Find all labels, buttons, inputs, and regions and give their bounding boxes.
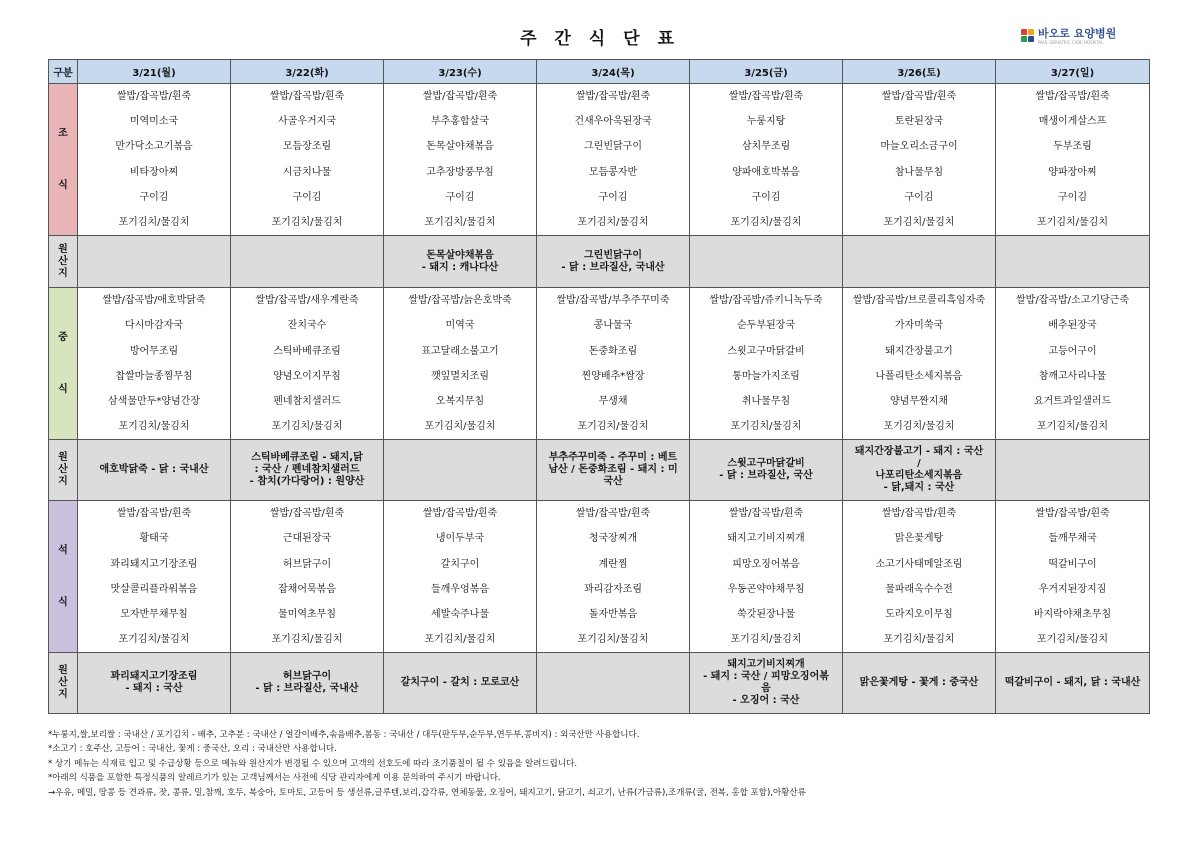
menu-item: 근대된장국 <box>282 533 332 545</box>
menu-item: 구이김 <box>1058 191 1087 203</box>
menu-item: 포기김치/물김치 <box>577 216 649 228</box>
page-title: 주 간 식 단 표 <box>520 29 680 49</box>
menu-item: 쌀밥/잡곡밥/흰죽 <box>728 508 804 520</box>
lunch-label: 중 식 <box>49 288 78 440</box>
menu-item: 포기김치/물김치 <box>883 216 955 228</box>
footnotes <box>48 728 1158 800</box>
menu-item: 모자반무채무침 <box>120 609 188 620</box>
weekly-menu-table <box>48 59 1150 714</box>
menu-item: 돼지고기비지찌개 <box>727 533 805 545</box>
menu-item: 돼지간장불고기 <box>885 345 953 357</box>
menu-item: 포기김치/물김치 <box>271 634 343 646</box>
menu-item: 포기김치/물김치 <box>271 216 343 228</box>
menu-item: 삼치무조림 <box>741 141 791 153</box>
origin-cell <box>78 236 231 288</box>
menu-item: 허브닭구이 <box>282 558 332 570</box>
menu-item: 돈중화조림 <box>588 345 638 357</box>
dinner-menu-cell <box>537 501 690 653</box>
dinner-row <box>49 501 1150 653</box>
breakfast-menu-cell <box>996 84 1150 236</box>
day-header: 3/24(목) <box>537 60 690 84</box>
menu-item: 포기김치/물김치 <box>424 216 496 228</box>
menu-item: 우거지된장지짐 <box>1038 583 1107 595</box>
menu-item: 부추홍합살국 <box>431 116 489 128</box>
menu-item: 구이김 <box>139 191 169 203</box>
menu-item: 양념무짠지채 <box>890 395 948 407</box>
origin-cell: 부추주꾸미죽 - 주꾸미 : 베트 남산 / 돈중화조림 - 돼지 : 미 국산 <box>537 440 690 501</box>
menu-item: 마늘오리소금구이 <box>880 141 958 153</box>
menu-item: 계란찜 <box>598 558 628 570</box>
menu-item: 꽈리돼지고기장조림 <box>110 558 198 570</box>
origin-cell: 돼지고기비지찌개 - 돼지 : 국산 / 피망오징어볶 음 - 오징어 : 국산 <box>690 653 843 714</box>
footnote-line: *소고기 : 호주산, 고등어 : 국내산, 꽃게 : 중국산, 오리 : 국내산만 사용합니다. <box>48 744 337 755</box>
menu-item: 포기김치/물김치 <box>118 634 190 646</box>
menu-item: 포기김치/물김치 <box>1037 634 1108 646</box>
origin-cell: 갈치구이 - 갈치 : 모로코산 <box>384 653 537 714</box>
menu-item: 갈치구이 <box>440 558 480 570</box>
menu-item: 쌀밥/잡곡밥/애호박닭죽 <box>102 295 206 307</box>
menu-item: 포기김치/물김치 <box>730 216 802 228</box>
logo-mark-icon <box>1021 29 1034 42</box>
menu-item: 다시마감자국 <box>125 320 183 332</box>
menu-item: 미역국 <box>445 320 475 332</box>
menu-item: 스틱바베큐조림 <box>273 345 341 357</box>
origin-cell <box>843 236 996 288</box>
dinner-menu-cell <box>843 501 996 653</box>
menu-item: 돌자반볶음 <box>588 609 638 620</box>
menu-item: 구이김 <box>751 191 781 203</box>
menu-item: 모듬장조림 <box>282 141 332 153</box>
menu-item: 건새우아욱된장국 <box>574 116 652 128</box>
menu-item: 포기김치/물김치 <box>424 421 496 433</box>
menu-item: 구이김 <box>904 191 934 203</box>
menu-item: 바지락야채초무침 <box>1033 609 1112 620</box>
menu-item: 참나물무침 <box>894 166 944 178</box>
breakfast-menu-cell <box>537 84 690 236</box>
origin-cell: 꽈리돼지고기장조림 - 돼지 : 국산 <box>78 653 231 714</box>
lunch-menu-cell <box>843 288 996 440</box>
menu-item: 맑은꽃게탕 <box>894 533 944 545</box>
menu-item: 쌀밥/잡곡밥/흰죽 <box>269 91 345 102</box>
menu-item: 양념오이지무침 <box>273 370 341 382</box>
lunch-origin-row <box>49 440 1150 501</box>
origin-label: 원 산 지 <box>49 653 78 714</box>
menu-item: 매생이게살스프 <box>1038 116 1107 128</box>
breakfast-menu-cell <box>690 84 843 236</box>
day-header: 3/21(월) <box>78 60 231 84</box>
menu-item: 두부조림 <box>1053 141 1092 153</box>
menu-item: 오복지무침 <box>435 395 485 407</box>
origin-cell: 허브닭구이 - 닭 : 브라질산, 국내산 <box>231 653 384 714</box>
footnote-line: * 상기 메뉴는 식재료 입고 및 수급상황 등으로 메뉴와 원산지가 변경될 수 있으며 고객의 선호도에 따라 조기품절이 될 수 있음을 알려드립니다. <box>48 758 578 769</box>
menu-item: 소고기사태메알조림 <box>875 558 963 570</box>
lunch-menu-cell <box>537 288 690 440</box>
breakfast-menu-cell <box>384 84 537 236</box>
menu-item: 구이김 <box>292 191 322 203</box>
menu-item: 쌀밥/잡곡밥/흰죽 <box>116 508 192 520</box>
origin-cell: 맑은꽃게탕 - 꽃게 : 중국산 <box>843 653 996 714</box>
menu-item: 비타장아찌 <box>129 166 179 178</box>
menu-item: 쌀밥/잡곡밥/흰죽 <box>728 91 804 102</box>
menu-item: 들깨우엉볶음 <box>431 583 489 595</box>
menu-item: 사골우거지국 <box>278 116 336 128</box>
menu-item: 토란된장국 <box>894 116 944 128</box>
origin-cell <box>231 236 384 288</box>
menu-item: 쌀밥/잡곡밥/흰죽 <box>1035 91 1110 102</box>
menu-item: 쌀밥/잡곡밥/흰죽 <box>881 91 957 102</box>
menu-item: 구이김 <box>598 191 628 203</box>
menu-item: 도라지오이무침 <box>885 609 953 620</box>
menu-item: 포기김치/물김치 <box>424 634 496 646</box>
day-header: 3/27(일) <box>996 60 1150 84</box>
menu-item: 참깨고사리나물 <box>1038 370 1107 382</box>
origin-cell: 그린빈닭구이 - 닭 : 브라질산, 국내산 <box>537 236 690 288</box>
menu-item: 포기김치/물김치 <box>118 216 190 228</box>
origin-cell: 애호박닭죽 - 닭 : 국내산 <box>78 440 231 501</box>
origin-cell <box>690 236 843 288</box>
menu-item: 포기김치/물김치 <box>883 634 955 646</box>
menu-item: 들깨무채국 <box>1048 533 1097 545</box>
footnote-line: →우유, 메밀, 땅콩 등 견과류, 잣, 콩류, 밀,참깨, 호두, 복숭아, 토마토, 고등어 등 생선류,글루텐,보리,갑각류, 연체동물, 오징어, 돼지고기, 닭고기, 쇠고기, 난류(가금류),조개류(굴, 전복, 홍합 포함),아황산류 <box>48 787 806 798</box>
dinner-origin-row <box>49 653 1150 714</box>
menu-item: 쌀밥/잡곡밥/쥬키니녹두죽 <box>709 295 823 307</box>
menu-item: 포기김치/물김치 <box>577 634 649 646</box>
header-corner: 구분 <box>49 60 78 84</box>
menu-item: 포기김치/물김치 <box>730 634 802 646</box>
menu-item: 무생채 <box>598 395 628 407</box>
header-row <box>49 60 1150 84</box>
menu-item: 그린빈닭구이 <box>584 141 642 153</box>
menu-item: 쌀밥/잡곡밥/부추주꾸미죽 <box>556 295 670 307</box>
dinner-menu-cell <box>690 501 843 653</box>
dinner-menu-cell <box>231 501 384 653</box>
menu-item: 통마늘가지조림 <box>732 370 800 382</box>
menu-item: 쌀밥/잡곡밥/새우계란죽 <box>255 295 359 307</box>
menu-item: 냉이두부국 <box>435 533 485 545</box>
menu-item: 취나물무침 <box>741 395 791 407</box>
menu-item: 쌀밥/잡곡밥/흰죽 <box>422 91 498 102</box>
menu-item: 포기김치/물김치 <box>271 421 343 433</box>
origin-cell: 스윗고구마닭갈비 - 닭 : 브라질산, 국산 <box>690 440 843 501</box>
menu-item: 콩나물국 <box>593 320 633 332</box>
menu-item: 고등어구이 <box>1048 345 1097 357</box>
menu-item: 만가닥소고기볶음 <box>115 141 193 153</box>
menu-item: 쌀밥/잡곡밥/흰죽 <box>116 91 192 102</box>
breakfast-menu-cell <box>231 84 384 236</box>
origin-cell <box>996 236 1150 288</box>
menu-item: 돈목살야채볶음 <box>426 141 494 153</box>
menu-item: 펜네참치샐러드 <box>273 395 341 407</box>
menu-item: 찹쌀마늘종찜무침 <box>115 370 193 382</box>
origin-cell: 스틱바베큐조림 - 돼지,닭 : 국산 / 펜네참치샐러드 - 참치(가다랑어) : 원양산 <box>231 440 384 501</box>
menu-item: 쌀밥/잡곡밥/소고기당근죽 <box>1016 295 1129 307</box>
menu-item: 스윗고구마닭갈비 <box>727 345 805 357</box>
menu-item: 방어무조림 <box>129 345 179 357</box>
breakfast-origin-row <box>49 236 1150 288</box>
origin-cell <box>384 440 537 501</box>
day-header: 3/23(수) <box>384 60 537 84</box>
origin-label: 원 산 지 <box>49 440 78 501</box>
origin-cell <box>996 440 1150 501</box>
hospital-logo <box>1021 27 1116 45</box>
menu-item: 쌀밥/잡곡밥/흰죽 <box>422 508 498 520</box>
breakfast-label: 조 식 <box>49 84 78 236</box>
menu-item: 쌀밥/잡곡밥/늙은호박죽 <box>408 295 512 307</box>
menu-item: 물파래옥수수전 <box>885 583 953 595</box>
menu-item: 피망오징어볶음 <box>732 558 800 570</box>
origin-label: 원 산 지 <box>49 236 78 288</box>
menu-item: 구이김 <box>445 191 475 203</box>
menu-item: 양파장아찌 <box>1048 166 1097 178</box>
menu-item: 쌀밥/잡곡밥/흰죽 <box>269 508 345 520</box>
menu-item: 청국장찌개 <box>588 533 638 545</box>
lunch-menu-cell <box>996 288 1150 440</box>
menu-item: 떡갈비구이 <box>1048 558 1097 570</box>
lunch-row <box>49 288 1150 440</box>
menu-item: 배추된장국 <box>1048 320 1097 332</box>
day-header: 3/22(화) <box>231 60 384 84</box>
menu-item: 쌀밥/잡곡밥/브로콜리흑임자죽 <box>852 295 986 307</box>
menu-item: 미역미소국 <box>129 116 179 128</box>
menu-item: 꽈리감자조림 <box>584 583 642 595</box>
menu-item: 포기김치/물김치 <box>577 421 649 433</box>
origin-cell: 돼지간장불고기 - 돼지 : 국산 / 나포리탄소세지볶음 - 닭,돼지 : 국산 <box>843 440 996 501</box>
menu-item: 포기김치/물김치 <box>883 421 955 433</box>
menu-item: 포기김치/물김치 <box>730 421 802 433</box>
menu-item: 물미역초무침 <box>278 609 336 620</box>
origin-cell: 떡갈비구이 - 돼지, 닭 : 국내산 <box>996 653 1150 714</box>
menu-item: 황태국 <box>139 533 169 545</box>
breakfast-row <box>49 84 1150 236</box>
menu-item: 포기김치/물김치 <box>1037 216 1108 228</box>
menu-item: 잡채어묵볶음 <box>278 583 336 595</box>
logo-name: 바오로 요양병원 <box>1038 27 1117 40</box>
menu-item: 표고달래소불고기 <box>421 345 499 357</box>
menu-item: 요거트과일샐러드 <box>1033 395 1112 407</box>
menu-item: 쌀밥/잡곡밥/흰죽 <box>881 508 957 520</box>
menu-item: 쌀밥/잡곡밥/흰죽 <box>575 508 651 520</box>
menu-item: 포기김치/물김치 <box>1037 421 1108 433</box>
lunch-menu-cell <box>384 288 537 440</box>
origin-cell <box>537 653 690 714</box>
menu-item: 깻잎멸치조림 <box>431 370 489 382</box>
menu-item: 맛살콜리플라워볶음 <box>110 583 198 595</box>
menu-item: 찐양배추*쌈장 <box>581 370 645 382</box>
lunch-menu-cell <box>690 288 843 440</box>
logo-subtitle: PAUL GERIATRIC CARE HOSPITAL <box>1038 40 1104 45</box>
menu-item: 잔치국수 <box>287 320 327 332</box>
menu-item: 쌀밥/잡곡밥/흰죽 <box>575 91 651 102</box>
menu-item: 쌀밥/잡곡밥/흰죽 <box>1035 508 1110 520</box>
footnote-line: *누룽지,쌀,보리쌀 : 국내산 / 포기김치 - 배추, 고추분 : 국내산 / 얼갈이배추,솎음배추,봄동 : 국내산 / 대두(판두부,순두부,연두부,콩비지) : 외국산만 사용합니다. <box>48 730 640 740</box>
menu-item: 가자미쑥국 <box>894 320 944 332</box>
menu-item: 나폴리탄소세지볶음 <box>875 370 963 382</box>
menu-item: 포기김치/물김치 <box>118 421 190 433</box>
menu-item: 양파애호박볶음 <box>732 166 800 178</box>
menu-item: 우동곤약야채무침 <box>727 583 805 595</box>
lunch-menu-cell <box>78 288 231 440</box>
menu-item: 순두부된장국 <box>737 320 795 332</box>
breakfast-menu-cell <box>78 84 231 236</box>
origin-cell: 돈목살야채볶음 - 돼지 : 캐나다산 <box>384 236 537 288</box>
menu-item: 시금치나물 <box>282 166 332 178</box>
day-header: 3/26(토) <box>843 60 996 84</box>
menu-item: 모듬콩자반 <box>588 166 638 178</box>
dinner-menu-cell <box>78 501 231 653</box>
dinner-menu-cell <box>996 501 1150 653</box>
breakfast-menu-cell <box>843 84 996 236</box>
menu-item: 누룽지탕 <box>746 116 786 128</box>
menu-item: 고추장방풍무침 <box>426 166 494 178</box>
day-header: 3/25(금) <box>690 60 843 84</box>
lunch-menu-cell <box>231 288 384 440</box>
menu-item: 세발숙주나물 <box>431 609 489 620</box>
menu-item: 삼색물만두*양념간장 <box>108 395 200 407</box>
menu-item: 쑥갓된장나물 <box>737 609 795 620</box>
dinner-label: 석 식 <box>49 501 78 653</box>
footnote-line: *아래의 식품을 포함한 특정식품의 알레르기가 있는 고객님께서는 사전에 식당 관리자에게 이용 문의하여 주시기 바랍니다. <box>48 773 501 784</box>
dinner-menu-cell <box>384 501 537 653</box>
